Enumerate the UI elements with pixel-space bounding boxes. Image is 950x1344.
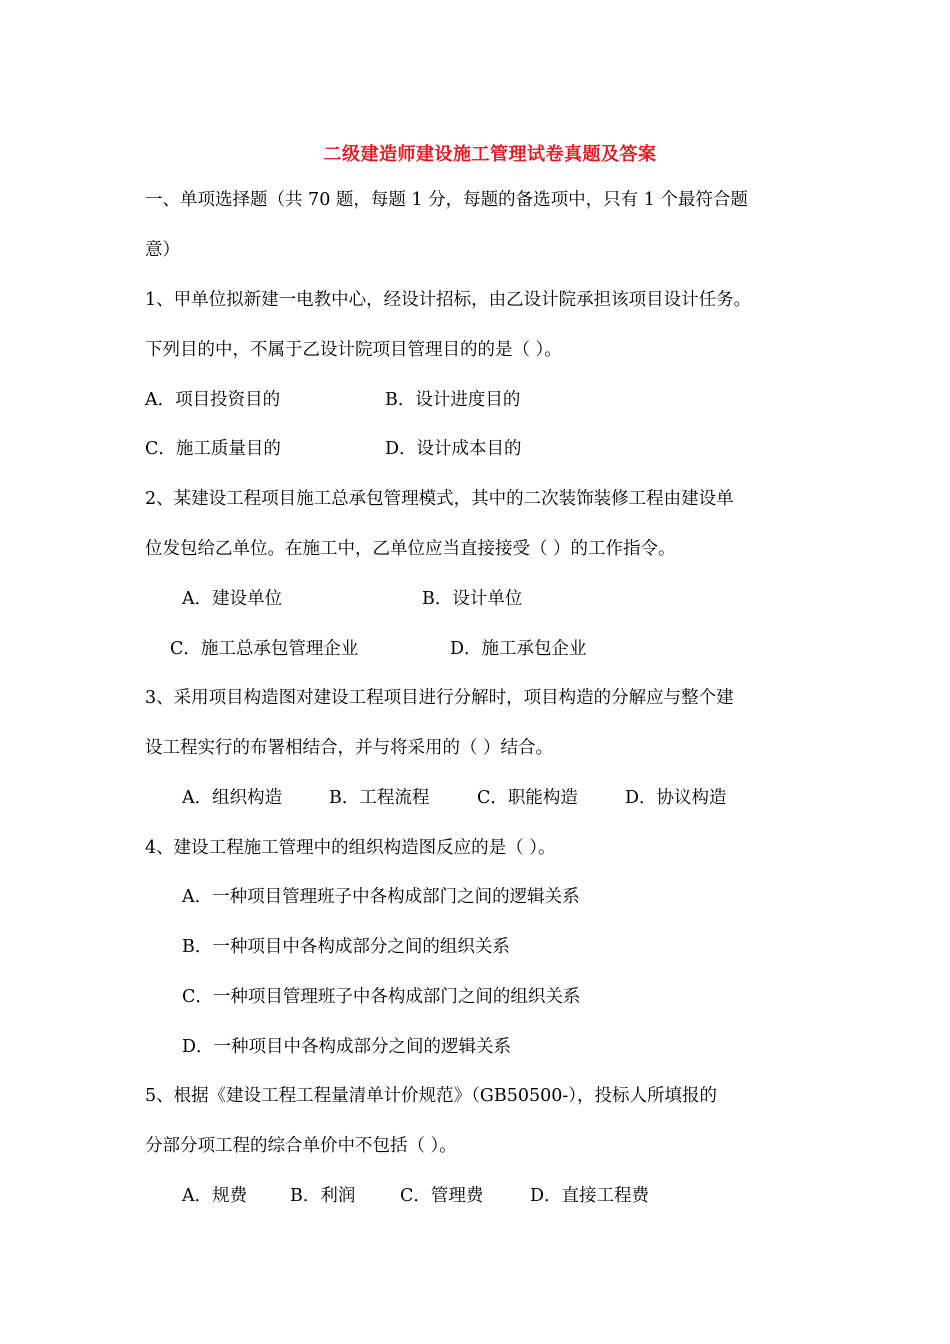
question-5-option-b: B．利润	[290, 1186, 356, 1206]
question-2-option-c: C．施工总承包管理企业	[170, 639, 359, 659]
question-5-option-a: A．规费	[182, 1186, 248, 1206]
question-2-option-d: D．施工承包企业	[450, 639, 587, 659]
question-1-option-b: B．设计进度目的	[385, 390, 521, 410]
question-2-stem-line1: 2、某建设工程项目施工总承包管理模式，其中的二次装饰装修工程由建设单	[145, 489, 734, 509]
section-heading-line2: 意）	[145, 240, 180, 260]
question-3-option-a: A．组织构造	[182, 788, 283, 808]
question-3-stem-line1: 3、采用项目构造图对建设工程项目进行分解时，项目构造的分解应与整个建	[145, 688, 734, 708]
question-2-option-b: B．设计单位	[422, 589, 523, 609]
question-1-option-a: A．项目投资目的	[145, 390, 281, 410]
question-5-option-d: D．直接工程费	[530, 1186, 650, 1206]
question-2-option-a: A．建设单位	[182, 589, 283, 609]
question-4-stem-line1: 4、建设工程施工管理中的组织构造图反应的是（ ）。	[145, 838, 556, 858]
question-1-option-c: C．施工质量目的	[145, 439, 281, 459]
question-5-option-c: C．管理费	[400, 1186, 484, 1206]
question-2-stem-line2: 位发包给乙单位。在施工中，乙单位应当直接接受（ ）的工作指令。	[145, 539, 676, 559]
question-1-option-d: D．设计成本目的	[385, 439, 522, 459]
question-5-stem-line1: 5、根据《建设工程工程量清单计价规范》（GB50500-），投标人所填报的	[145, 1086, 718, 1106]
question-3-option-d: D．协议构造	[625, 788, 727, 808]
section-heading-line1: 一、单项选择题（共 70 题，每题 1 分，每题的备选项中，只有 1 个最符合题	[145, 190, 748, 210]
question-5-stem-line2: 分部分项工程的综合单价中不包括（ ）。	[145, 1136, 457, 1156]
question-3-option-c: C．职能构造	[477, 788, 578, 808]
document-title: 二级建造师建设施工管理试卷真题及答案	[323, 144, 657, 165]
question-4-option-a: A．一种项目管理班子中各构成部门之间的逻辑关系	[182, 887, 580, 907]
question-1-stem-line1: 1、甲单位拟新建一电教中心，经设计招标，由乙设计院承担该项目设计任务。	[145, 290, 752, 310]
question-3-stem-line2: 设工程实行的布署相结合，并与将采用的（ ）结合。	[145, 738, 554, 758]
question-4-option-c: C．一种项目管理班子中各构成部门之间的组织关系	[182, 987, 581, 1007]
question-4-option-d: D．一种项目中各构成部分之间的逻辑关系	[182, 1037, 512, 1057]
question-3-option-b: B．工程流程	[329, 788, 430, 808]
question-4-option-b: B．一种项目中各构成部分之间的组织关系	[182, 937, 510, 957]
question-1-stem-line2: 下列目的中，不属于乙设计院项目管理目的的是（ ）。	[145, 340, 562, 360]
